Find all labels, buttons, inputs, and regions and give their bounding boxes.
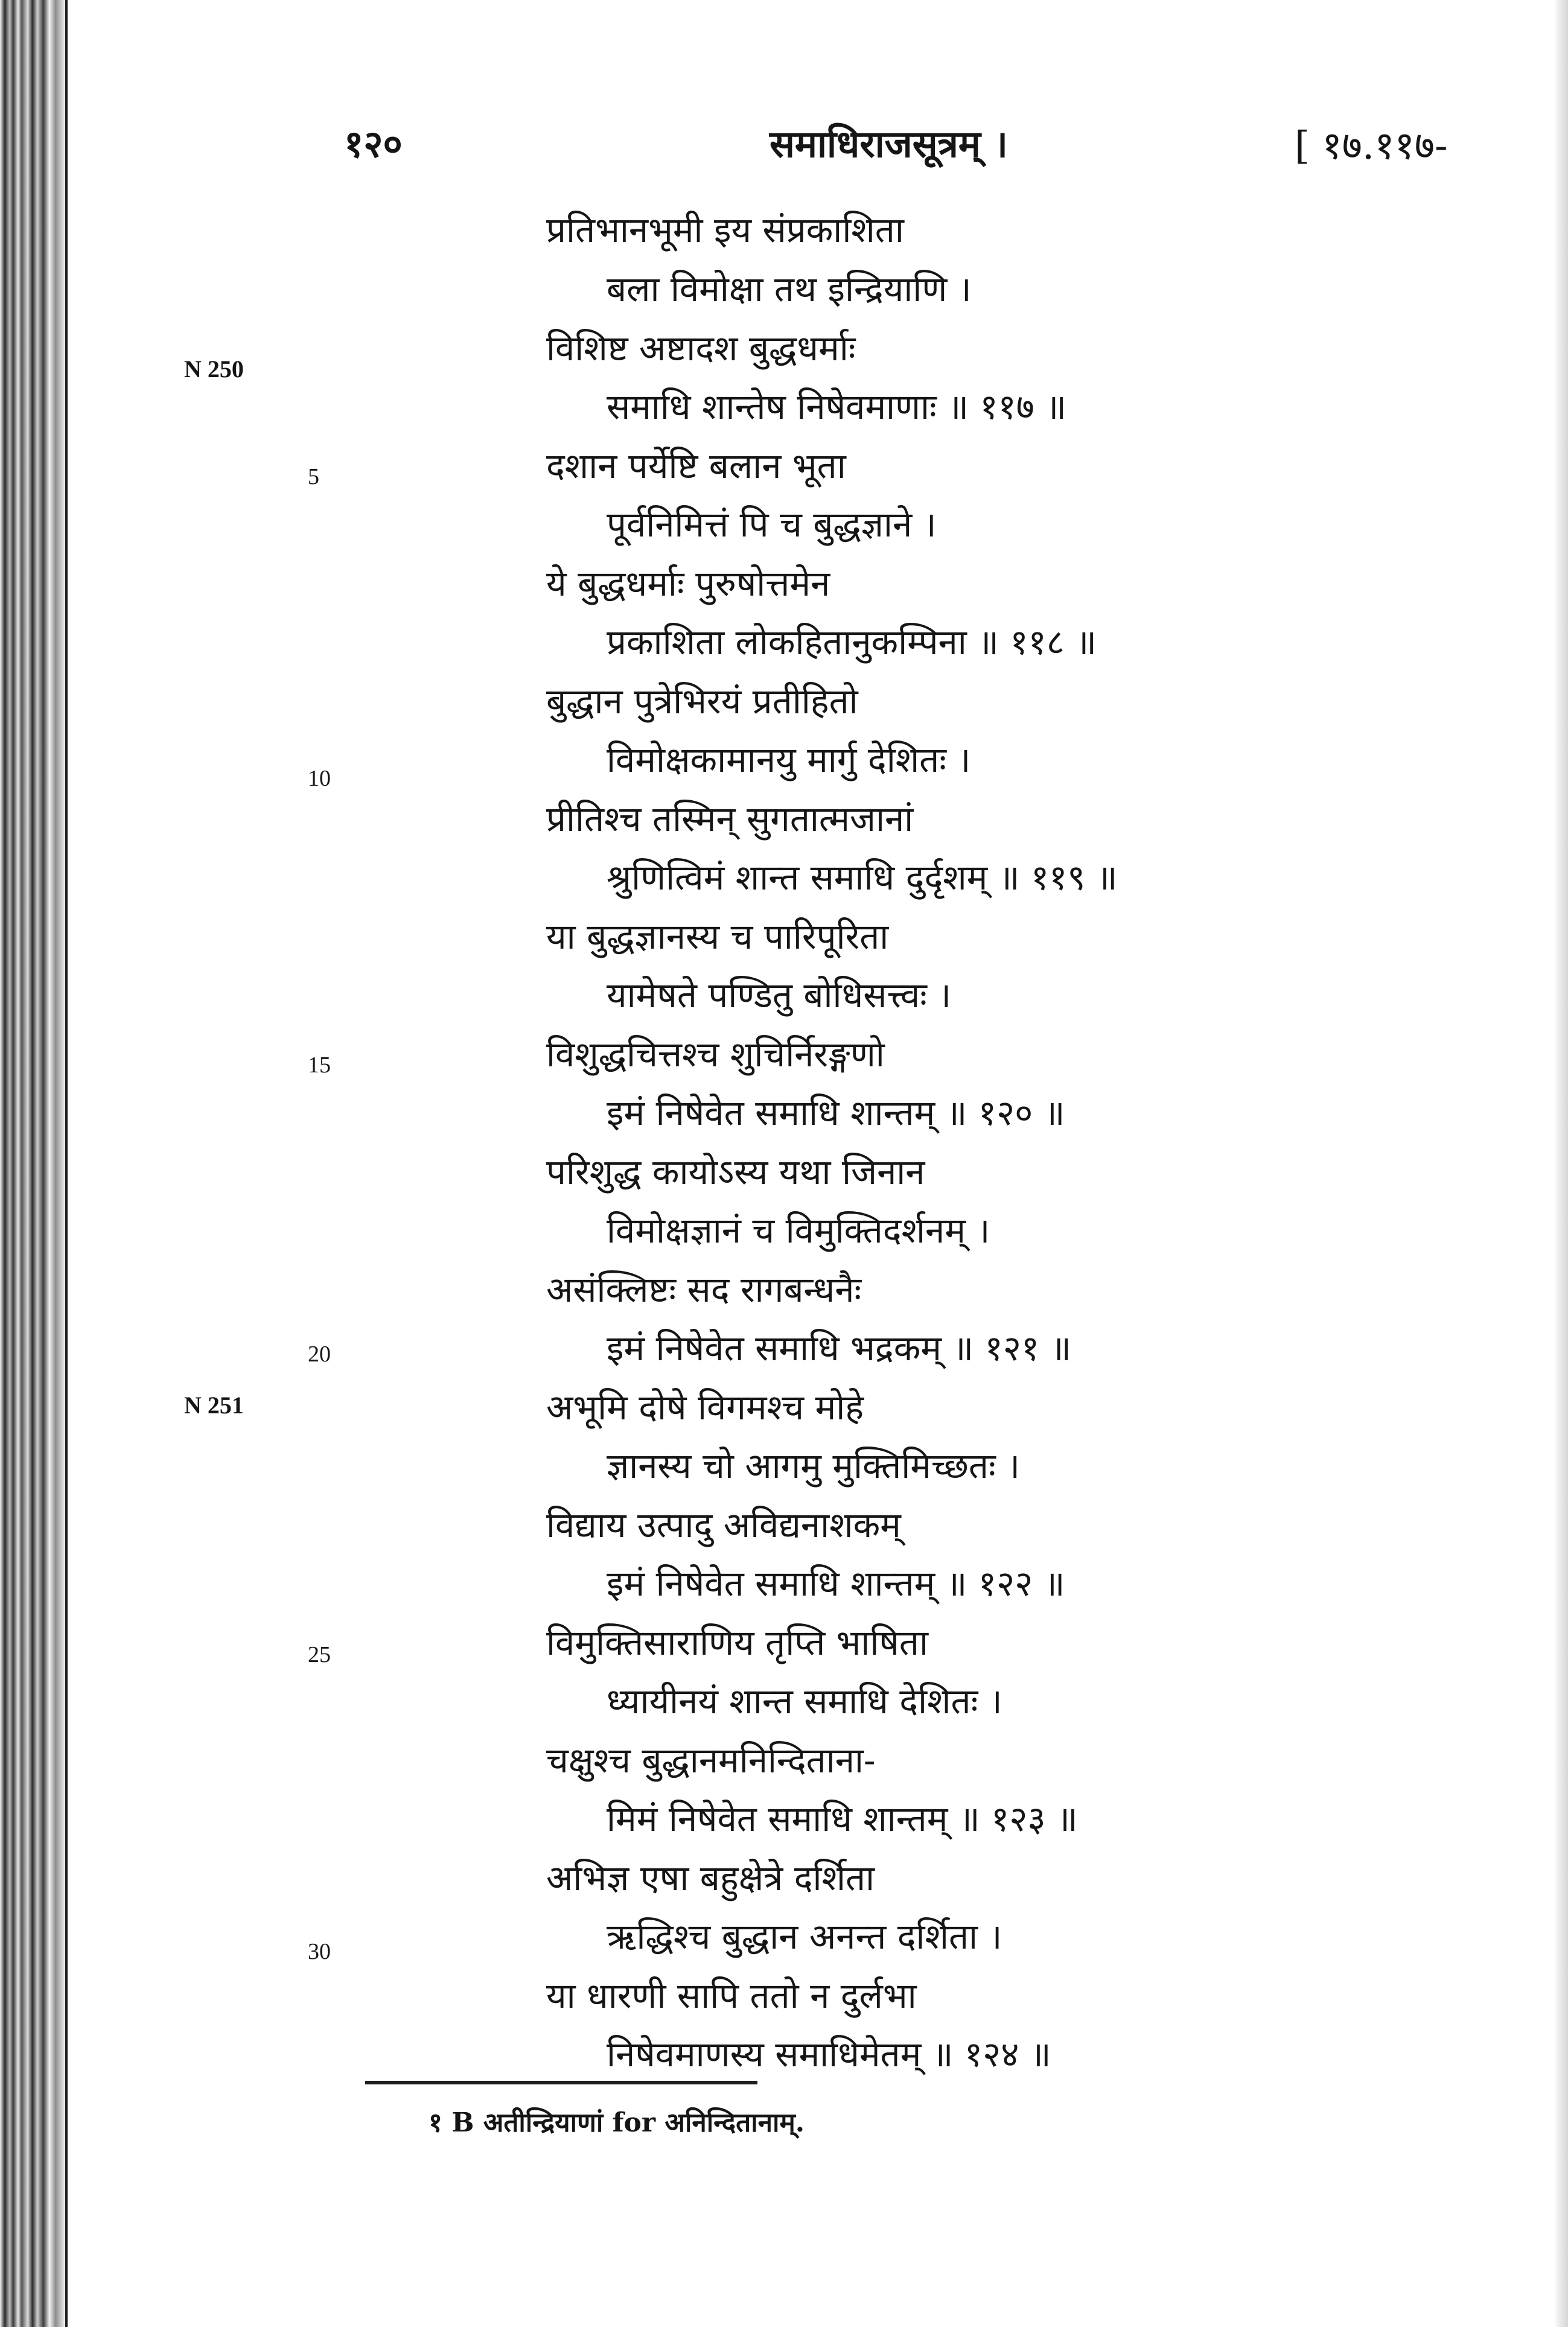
line-number-5: 5 (308, 464, 319, 489)
verse-line: मिमं निषेवेत समाधि शान्तम् ॥ १२३ ॥ (607, 1798, 1078, 1839)
verse-line: अभूमि दोषे विगमश्च मोहे (546, 1387, 864, 1428)
verse-line: या बुद्धज्ञानस्य च पारिपूरिता (546, 916, 889, 957)
line-number-25: 25 (308, 1642, 331, 1667)
verse-line: चक्षुश्च बुद्धानमनिन्दिताना- (546, 1740, 876, 1781)
verse-line: प्रकाशिता लोकहितानुकम्पिना ॥ ११८ ॥ (607, 622, 1097, 663)
verse-line: प्रीतिश्च तस्मिन् सुगतात्मजानां (546, 798, 914, 839)
line-number-15: 15 (308, 1052, 331, 1078)
line-number-20: 20 (308, 1342, 331, 1367)
verse-line: परिशुद्ध कायोऽस्य यथा जिनान (546, 1151, 925, 1192)
verse-line: विमुक्तिसाराणिय तृप्ति भाषिता (546, 1622, 928, 1663)
verse-line: असंक्लिष्टः सद रागबन्धनैः (546, 1269, 862, 1310)
verse-line: इमं निषेवेत समाधि शान्तम् ॥ १२२ ॥ (607, 1563, 1065, 1604)
book-binding-edge (0, 0, 66, 2327)
running-title: समाधिराजसूत्रम् । (770, 122, 1008, 166)
footnote-rule (365, 2081, 757, 2084)
verse-line: समाधि शान्तेष निषेवमाणाः ॥ ११७ ॥ (607, 386, 1067, 427)
chapter-verse-reference: [ १७.११७- (1295, 124, 1448, 168)
verse-line: इमं निषेवेत समाधि भद्रकम् ॥ १२१ ॥ (607, 1328, 1072, 1369)
binding-rule (65, 0, 68, 2327)
verse-line: पूर्वनिमित्तं पि च बुद्धज्ञाने । (607, 504, 937, 545)
verse-line: श्रुणित्विमं शान्त समाधि दुर्दृशम् ॥ ११९ ॥ (607, 857, 1118, 898)
verse-line: विमोक्षज्ञानं च विमुक्तिदर्शनम् । (607, 1210, 990, 1251)
verse-line: निषेवमाणस्य समाधिमेतम् ॥ १२४ ॥ (607, 2034, 1051, 2075)
verse-line: ये बुद्धधर्माः पुरुषोत्तमेन (546, 563, 830, 604)
verse-line: बला विमोक्षा तथ इन्द्रियाणि । (607, 269, 972, 310)
verse-line: प्रतिभानभूमी इय संप्रकाशिता (546, 209, 904, 250)
verse-line: विशिष्ट अष्टादश बुद्धधर्माः (546, 328, 856, 369)
verse-line: अभिज्ञ एषा बहुक्षेत्रे दर्शिता (546, 1857, 875, 1899)
line-number-10: 10 (308, 766, 331, 791)
verse-line: इमं निषेवेत समाधि शान्तम् ॥ १२० ॥ (607, 1092, 1065, 1133)
manuscript-ref-n251: N 251 (184, 1392, 244, 1419)
verse-line: ध्यायीनयं शान्त समाधि देशितः । (607, 1681, 1002, 1722)
verse-line: दशान पर्येष्टि बलान भूता (546, 445, 846, 486)
footnote: १ B अतीन्द्रियाणां for अनिन्दितानाम्. (429, 2107, 805, 2138)
verse-line: ऋद्धिश्च बुद्धान अनन्त दर्शिता । (607, 1916, 1002, 1957)
verse-line: विशुद्धचित्तश्च शुचिर्निरङ्गणो (546, 1034, 885, 1075)
page-right-edge (1554, 0, 1568, 2327)
page-number: १२० (344, 122, 403, 166)
manuscript-ref-n250: N 250 (184, 355, 244, 383)
verse-line: ज्ञानस्य चो आगमु मुक्तिमिच्छतः । (607, 1445, 1021, 1486)
line-number-30: 30 (308, 1939, 331, 1964)
verse-line: विद्याय उत्पादु अविद्यनाशकम् (546, 1504, 901, 1545)
verse-line: विमोक्षकामानयु मार्गु देशितः । (607, 739, 971, 780)
verse-line: या धारणी सापि ततो न दुर्लभा (546, 1975, 917, 2016)
verse-line: बुद्धान पुत्रेभिरयं प्रतीहितो (546, 681, 858, 722)
verse-line: यामेषते पण्डितु बोधिसत्त्वः । (607, 975, 952, 1016)
